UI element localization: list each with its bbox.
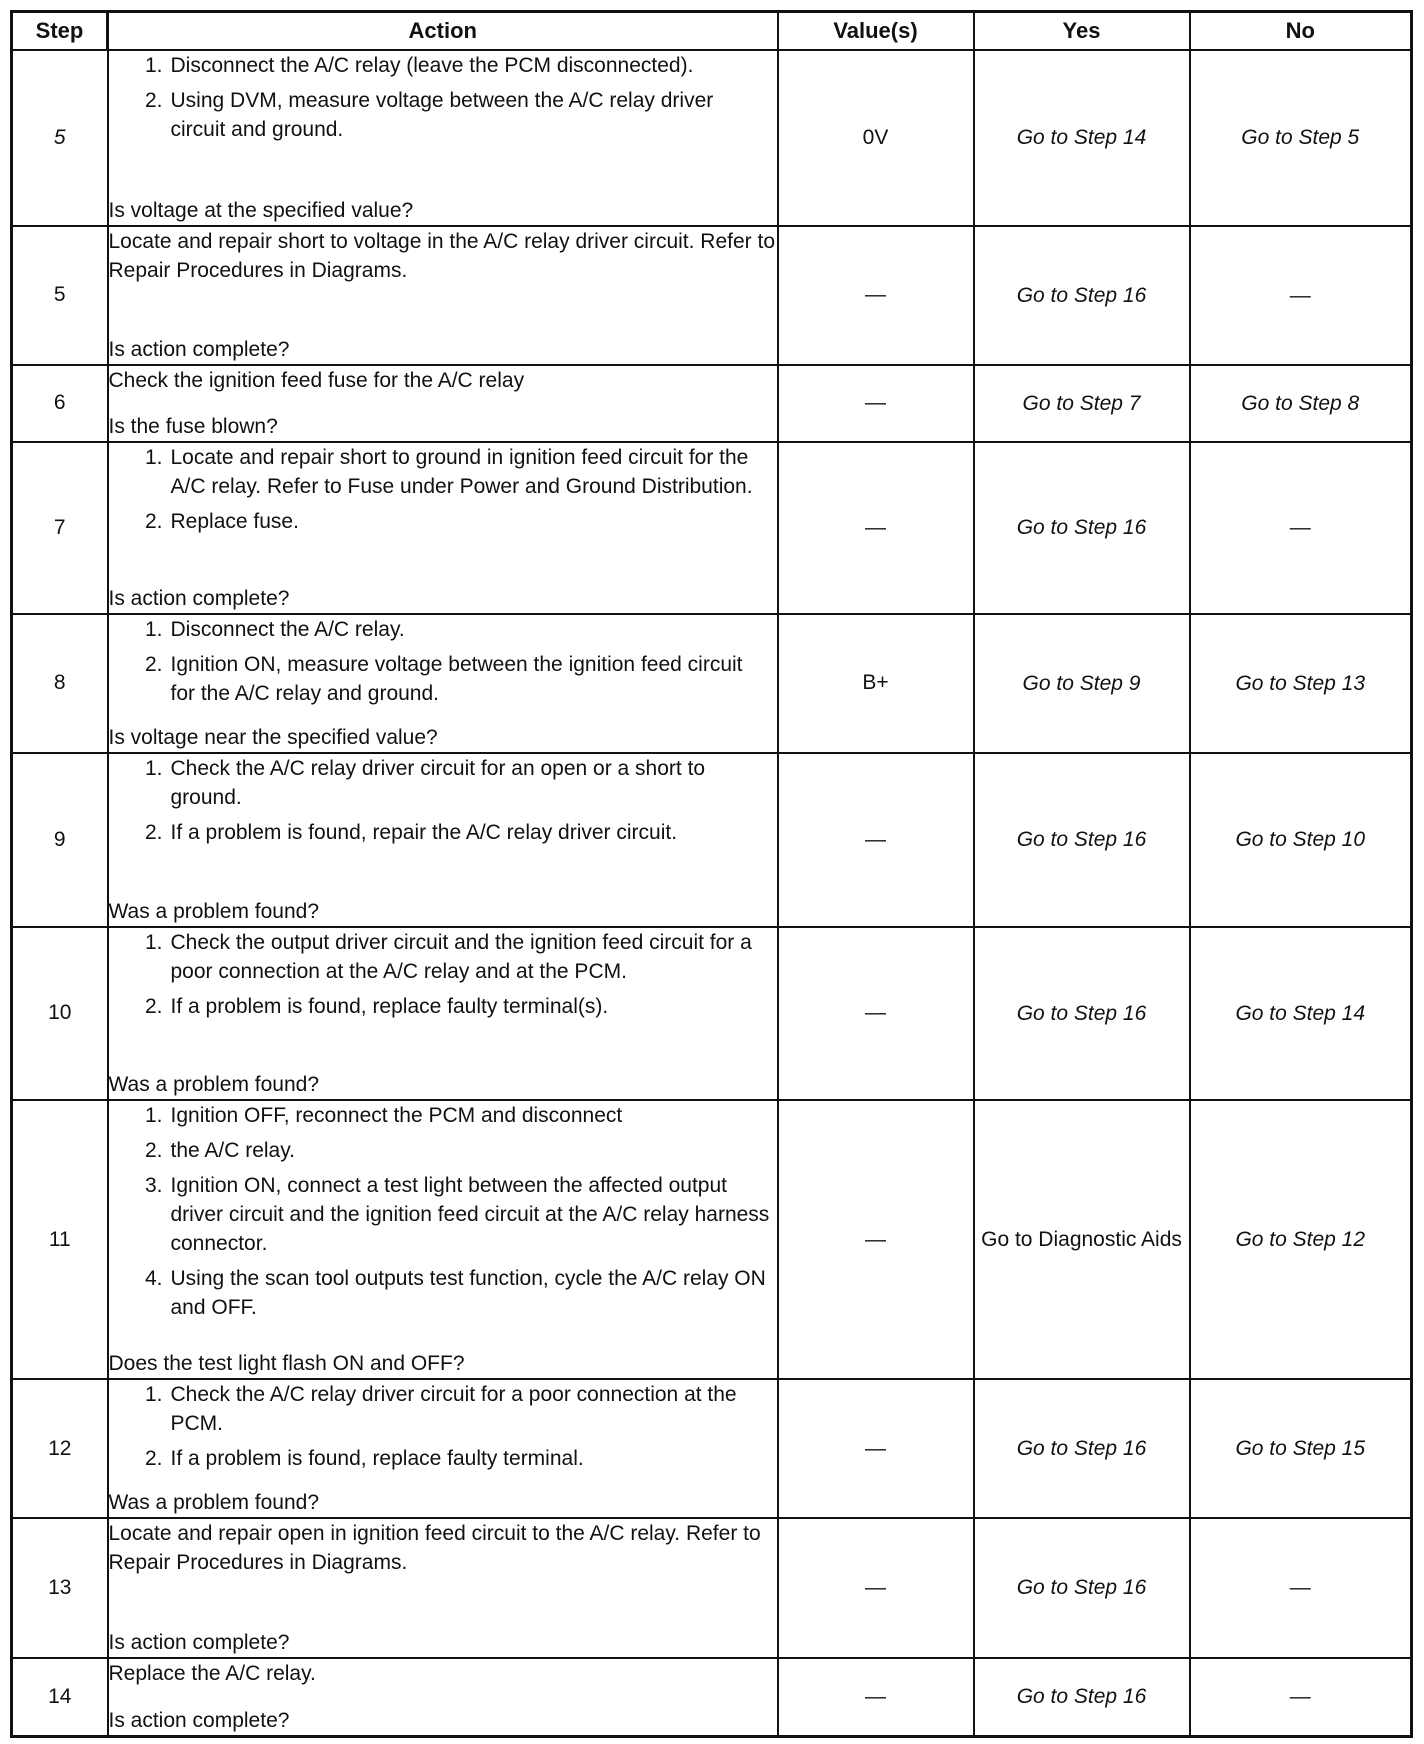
header-yes: Yes xyxy=(974,12,1190,51)
diagnostic-table-page xyxy=(10,10,1410,1738)
action-item: 2. Replace fuse. xyxy=(144,509,299,533)
action-item: 2. Using DVM, measure voltage between the A/C relay driver circuit and ground. xyxy=(144,89,714,141)
action-item: 1. Check the A/C relay driver circuit for an open or a short to ground. xyxy=(144,756,706,809)
no-cell: Go to Step 8 xyxy=(1190,365,1412,442)
action-question: Is action complete? xyxy=(108,1630,290,1654)
action-item: 4. Using the scan tool outputs test function, cycle the A/C relay ON and OFF. xyxy=(144,1267,766,1320)
no-cell: — xyxy=(1190,226,1412,365)
yes-cell: Go to Diagnostic Aids xyxy=(974,1100,1190,1379)
diagnostic-table xyxy=(10,10,1413,1738)
action-item: 1. Disconnect the A/C relay. xyxy=(144,617,405,641)
action-cell xyxy=(108,1658,778,1737)
table-row xyxy=(12,1379,1412,1518)
step-number: 5 xyxy=(12,50,108,226)
action-cell xyxy=(108,50,778,226)
action-question: Is action complete? xyxy=(108,586,290,610)
value-cell: — xyxy=(778,365,974,442)
action-question: Was a problem found? xyxy=(108,899,320,923)
step-number: 13 xyxy=(12,1518,108,1657)
action-question: Is action complete? xyxy=(108,1709,290,1732)
table-row xyxy=(12,1658,1412,1737)
header-row xyxy=(12,12,1412,51)
no-cell: — xyxy=(1190,1518,1412,1657)
action-item: 1. Check the A/C relay driver circuit for a poor connection at the PCM. xyxy=(144,1382,737,1435)
action-item: 1. Disconnect the A/C relay (leave the PCM disconnected). xyxy=(144,54,694,77)
yes-cell: Go to Step 16 xyxy=(974,1518,1190,1657)
step-number: 14 xyxy=(12,1658,108,1737)
value-cell: — xyxy=(778,1100,974,1379)
table-row xyxy=(12,753,1412,927)
action-paragraph: Locate and repair open in ignition feed circuit to the A/C relay. Refer to Repair Procedures in Diagrams. xyxy=(108,1522,761,1575)
value-cell: — xyxy=(778,1379,974,1518)
action-question: Does the test light flash ON and OFF? xyxy=(108,1351,465,1375)
step-number: 6 xyxy=(12,365,108,442)
value-cell: B+ xyxy=(778,614,974,753)
action-item: 2. If a problem is found, replace faulty terminal(s). xyxy=(144,994,609,1018)
action-cell xyxy=(108,753,778,927)
no-cell: Go to Step 14 xyxy=(1190,927,1412,1101)
header-no: No xyxy=(1190,12,1412,51)
header-action: Action xyxy=(108,12,778,51)
action-cell xyxy=(108,927,778,1101)
table-row xyxy=(12,1518,1412,1657)
no-cell: Go to Step 5 xyxy=(1190,50,1412,226)
table-row xyxy=(12,927,1412,1101)
yes-cell: Go to Step 16 xyxy=(974,442,1190,614)
step-number: 9 xyxy=(12,753,108,927)
yes-cell: Go to Step 16 xyxy=(974,753,1190,927)
action-item: 1. Check the output driver circuit and the ignition feed circuit for a poor connection at the A/C relay and at the PCM. xyxy=(144,930,752,983)
step-number: 5 xyxy=(12,226,108,365)
action-paragraph: Locate and repair short to voltage in the A/C relay driver circuit. Refer to Repair Procedures in Diagrams. xyxy=(108,229,775,282)
yes-cell: Go to Step 16 xyxy=(974,1658,1190,1737)
no-cell: Go to Step 10 xyxy=(1190,753,1412,927)
action-item: 3. Ignition ON, connect a test light between the affected output driver circuit and the ignition feed circuit at the A/C relay harness connector. xyxy=(144,1174,770,1256)
action-cell xyxy=(108,442,778,614)
header-values: Value(s) xyxy=(778,12,974,51)
value-cell: 0V xyxy=(778,50,974,226)
no-cell: Go to Step 15 xyxy=(1190,1379,1412,1518)
yes-cell: Go to Step 16 xyxy=(974,226,1190,365)
action-question: Is action complete? xyxy=(108,338,290,362)
action-question: Is the fuse blown? xyxy=(108,414,278,438)
table-row xyxy=(12,442,1412,614)
table-row xyxy=(12,614,1412,753)
yes-cell: Go to Step 16 xyxy=(974,1379,1190,1518)
yes-cell: Go to Step 7 xyxy=(974,365,1190,442)
value-cell: — xyxy=(778,1518,974,1657)
action-cell xyxy=(108,614,778,753)
action-item: 2. If a problem is found, replace faulty terminal. xyxy=(144,1446,584,1470)
yes-cell: Go to Step 16 xyxy=(974,927,1190,1101)
table-row xyxy=(12,226,1412,365)
action-cell xyxy=(108,1518,778,1657)
action-paragraph: Replace the A/C relay. xyxy=(108,1661,316,1685)
table-row xyxy=(12,365,1412,442)
value-cell: — xyxy=(778,226,974,365)
step-number: 8 xyxy=(12,614,108,753)
action-question: Is voltage at the specified value? xyxy=(108,198,414,222)
table-row xyxy=(12,50,1412,226)
action-cell xyxy=(108,226,778,365)
action-question: Was a problem found? xyxy=(108,1073,320,1097)
table-row xyxy=(12,1100,1412,1379)
no-cell: Go to Step 13 xyxy=(1190,614,1412,753)
action-item: 2. If a problem is found, repair the A/C relay driver circuit. xyxy=(144,820,678,844)
action-item: 2. Ignition ON, measure voltage between the ignition feed circuit for the A/C relay and ground. xyxy=(144,652,743,705)
action-question: Is voltage near the specified value? xyxy=(108,725,438,749)
yes-cell: Go to Step 9 xyxy=(974,614,1190,753)
step-number: 11 xyxy=(12,1100,108,1379)
action-item: 2. the A/C relay. xyxy=(144,1139,296,1163)
action-item: 1. Locate and repair short to ground in ignition feed circuit for the A/C relay. Refer to Fuse under Power and Ground Distribution. xyxy=(144,445,753,498)
value-cell: — xyxy=(778,1658,974,1737)
yes-cell: Go to Step 14 xyxy=(974,50,1190,226)
no-cell: — xyxy=(1190,1658,1412,1737)
no-cell: — xyxy=(1190,442,1412,614)
value-cell: — xyxy=(778,442,974,614)
step-number: 10 xyxy=(12,927,108,1101)
action-cell xyxy=(108,365,778,442)
value-cell: — xyxy=(778,927,974,1101)
action-cell xyxy=(108,1100,778,1379)
action-paragraph: Check the ignition feed fuse for the A/C relay xyxy=(108,369,525,393)
step-number: 7 xyxy=(12,442,108,614)
action-question: Was a problem found? xyxy=(108,1491,320,1515)
no-cell: Go to Step 12 xyxy=(1190,1100,1412,1379)
action-item: 1. Ignition OFF, reconnect the PCM and disconnect xyxy=(144,1104,623,1128)
header-step: Step xyxy=(12,12,108,51)
action-cell xyxy=(108,1379,778,1518)
step-number: 12 xyxy=(12,1379,108,1518)
value-cell: — xyxy=(778,753,974,927)
